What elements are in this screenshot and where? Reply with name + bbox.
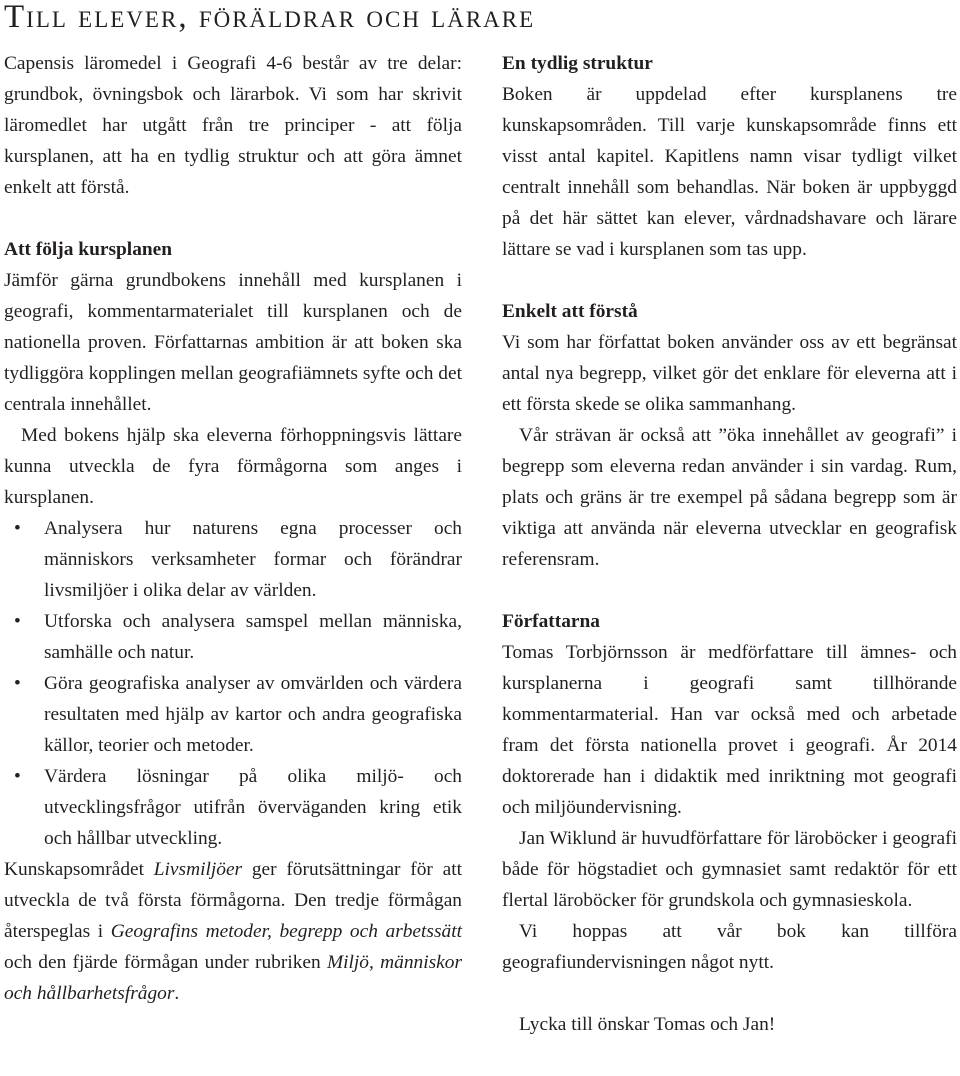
text-run: ger förutsättningar för att utveckla de två första förmågorna. Den tredje förmågan återspeglas i	[4, 859, 462, 942]
list-item	[4, 668, 462, 761]
spacer	[502, 978, 957, 1009]
list-item	[4, 606, 462, 668]
list-item	[4, 761, 462, 854]
signoff: Lycka till önskar Tomas och Jan!	[519, 1014, 776, 1035]
begrepp-paragraph: Vi som har författat boken använder oss av ett begränsat antal nya begrepp, vilket gör det enklare för eleverna att i ett första skede se olika sammanhang.	[502, 332, 957, 415]
kunskapsomrade-paragraph	[4, 854, 462, 1009]
heading-enkelt-att-forsta: Enkelt att förstå	[502, 301, 638, 322]
list-item-text: Göra geografiska analyser av omvärlden och värdera resultaten med hjälp av kartor och andra geografiska källor, teorier och metoder.	[44, 673, 462, 756]
text-run: och den fjärde förmågan under rubriken	[4, 952, 327, 973]
left-column	[4, 48, 462, 1009]
stravan-paragraph: Vår strävan är också att ”öka innehållet av geografi” i begrepp som eleverna redan använder i sin vardag. Rum, plats och gräns är tre exempel på sådana begrepp som är viktiga att använda när eleverna utvecklar en geografisk referensram.	[502, 425, 957, 570]
bullet-icon: •	[14, 766, 21, 787]
hopp-paragraph: Vi hoppas att vår bok kan tillföra geografiundervisningen något nytt.	[502, 921, 957, 973]
list-item-text: Värdera lösningar på olika miljö- och utvecklingsfrågor utifrån överväganden kring etik och hållbar utveckling.	[44, 766, 462, 849]
page-title: Till elever, föräldrar och lärare	[4, 0, 536, 35]
text-run: Kunskapsområdet	[4, 859, 154, 880]
italic-term-livsmiljoer: Livsmiljöer	[153, 859, 243, 880]
struktur-paragraph: Boken är uppdelad efter kursplanens tre kunskapsområden. Till varje kunskapsområde finns ett visst antal kapitel. Kapitlens namn visar tydligt vilket centralt innehåll som behandlas. När boken är uppbyggd på det här sättet kan elever, vårdnadshavare och lärare lättare se vad i kursplanen som tas upp.	[502, 84, 957, 260]
formagor-paragraph: Med bokens hjälp ska eleverna förhoppningsvis lättare kunna utveckla de fyra förmågorna som anges i kursplanen.	[4, 425, 462, 508]
right-column	[502, 48, 957, 1040]
heading-tydlig-struktur: En tydlig struktur	[502, 53, 653, 74]
bullet-icon: •	[14, 518, 21, 539]
spacer	[502, 575, 957, 606]
jan-paragraph: Jan Wiklund är huvudförfattare för läroböcker i geografi både för högstadiet och gymnasiet samt redaktör för ett flertal läroböcker för grundskola och gymnasieskola.	[502, 828, 957, 911]
italic-term-geografins-metoder: Geografins metoder, begrepp och arbetssätt	[110, 921, 462, 942]
spacer	[502, 265, 957, 296]
spacer	[4, 203, 462, 234]
kursplan-paragraph: Jämför gärna grundbokens innehåll med kursplanen i geografi, kommentarmaterialet till kursplanen och de nationella proven. Författarnas ambition är att boken ska tydliggöra kopplingen mellan geografiämnets syfte och det centrala innehållet.	[4, 270, 462, 415]
list-item-text: Analysera hur naturens egna processer och människors verksamheter formar och förändrar livsmiljöer i olika delar av världen.	[44, 518, 462, 601]
bullet-icon: •	[14, 673, 21, 694]
bullet-icon: •	[14, 611, 21, 632]
formagor-list	[4, 513, 462, 854]
heading-att-folja-kursplanen: Att följa kursplanen	[4, 239, 173, 260]
heading-forfattarna: Författarna	[502, 611, 600, 632]
text-run: .	[174, 983, 180, 1004]
tomas-paragraph: Tomas Torbjörnsson är medförfattare till ämnes- och kursplanerna i geografi samt tillhörande kommentarmaterial. Han var också med och arbetade fram det första nationella provet i geografi. År 2014 doktorerade han i didaktik med inriktning mot geografi och miljöundervisning.	[502, 642, 957, 818]
intro-paragraph: Capensis läromedel i Geografi 4-6 består av tre delar: grundbok, övningsbok och lärarbok. Vi som har skrivit läromedlet har utgått från tre principer - att följa kursplanen, att ha en tydlig struktur och att göra ämnet enkelt att förstå.	[4, 53, 462, 198]
italic-term-miljo-manniskor: Miljö, människor och hållbarhetsfrågor	[4, 952, 462, 1004]
list-item	[4, 513, 462, 606]
list-item-text: Utforska och analysera samspel mellan människa, samhälle och natur.	[44, 611, 462, 663]
